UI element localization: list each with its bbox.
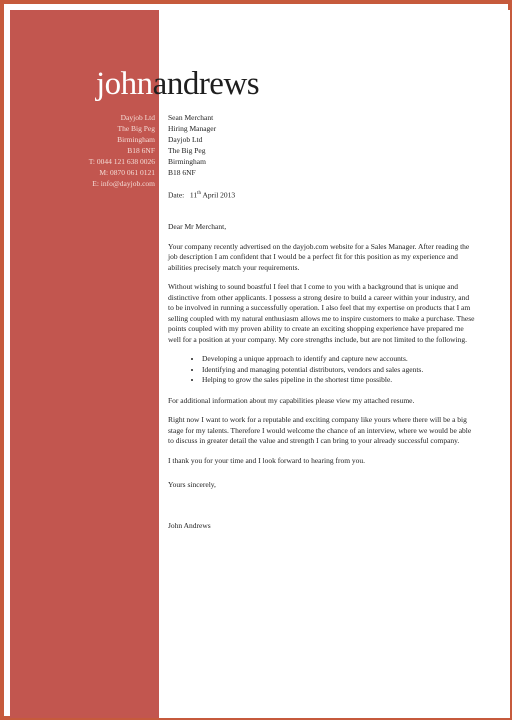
list-item: • Helping to grow the sales pipeline in the shortest time possible.	[202, 375, 476, 386]
strengths-list	[168, 354, 476, 386]
first-name: john	[96, 66, 153, 102]
closing: Yours sincerely,	[168, 480, 216, 489]
sender-street: The Big Peg	[117, 124, 155, 133]
name-heading	[96, 64, 259, 104]
sender-contact-block	[89, 112, 155, 189]
signature-name: John Andrews	[168, 520, 211, 530]
recipient-address-block	[168, 112, 216, 178]
sender-email: E: info@dayjob.com	[92, 179, 155, 188]
date-month-year: April 2013	[202, 190, 236, 200]
date-day: 11	[189, 190, 198, 200]
sender-mobile: M: 0870 061 0121	[99, 168, 155, 177]
list-item: • Identifying and managing potential distributors, vendors and sales agents.	[202, 365, 476, 376]
recipient-company: Dayjob Ltd	[168, 135, 203, 144]
date-suffix: th	[197, 191, 201, 196]
recipient-name: Sean Merchant	[168, 113, 214, 122]
date-label: Date:	[168, 190, 185, 200]
paragraph-resume: For additional information about my capabilities please view my attached resume.	[168, 395, 415, 405]
paragraph-strengths: Without wishing to sound boastful I feel that I come to you with a background that is unique and distinctive from other applicants. I possess a strong desire to build a career within your industry, and to be involved in running a successfully operation. I also feel that my expertise on products that I am selling coupled with my natural enthusiasm allows me to inspire customers to make a purchase. These points coupled with my proven ability to create an exciting shopping experience have prepared me well for a position at your company. My core strengths include, but are not limited to the following.	[168, 282, 475, 344]
recipient-city: Birmingham	[168, 157, 206, 166]
paragraph-intro: Your company recently advertised on the dayjob.com website for a Sales Manager. After reading the job description I am confident that I would be a perfect fit for this position as my experience and abilities precisely match your requirements.	[168, 241, 470, 272]
recipient-title: Hiring Manager	[168, 124, 217, 133]
recipient-postcode: B18 6NF	[168, 168, 196, 177]
list-item: • Developing a unique approach to identify and capture new accounts.	[202, 354, 476, 365]
salutation: Dear Mr Merchant,	[168, 222, 227, 231]
letter-page	[10, 10, 510, 718]
recipient-street: The Big Peg	[168, 146, 206, 155]
sender-city: Birmingham	[117, 135, 155, 144]
letter-body	[168, 222, 476, 540]
sender-postcode: B18 6NF	[127, 146, 155, 155]
letter-date	[168, 188, 235, 201]
paragraph-interest: Right now I want to work for a reputable and exciting company like yours where there will be a big stage for my talents. Therefore I would welcome the chance of an interview, where we would be able to discuss in greater detail the value and strength I can bring to your already successful company.	[168, 415, 472, 445]
last-name: andrews	[152, 66, 260, 102]
sender-company: Dayjob Ltd	[120, 113, 155, 122]
paragraph-thanks: I thank you for your time and I look forward to hearing from you.	[168, 455, 366, 465]
sender-telephone: T: 0044 121 638 0026	[88, 157, 155, 166]
